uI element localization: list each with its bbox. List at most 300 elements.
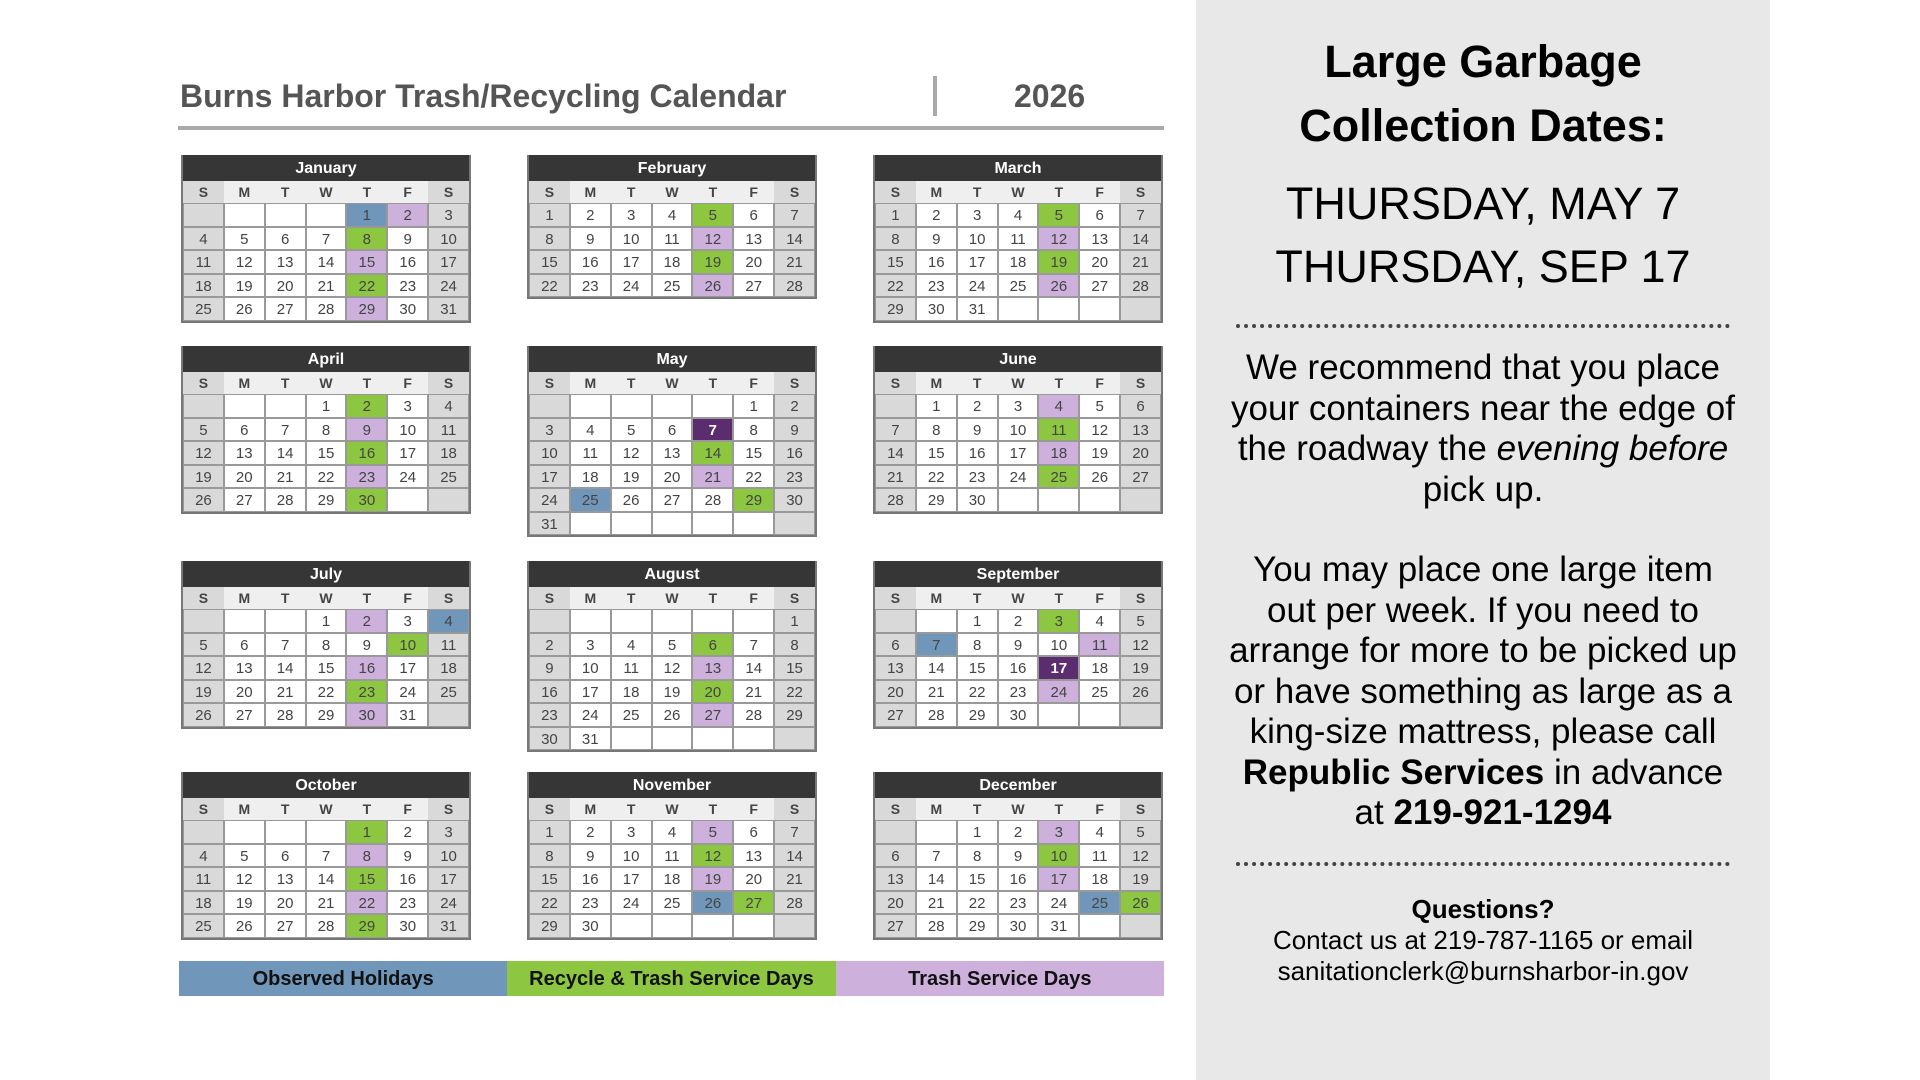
day-cell: 9 — [916, 227, 957, 251]
day-cell: 11 — [652, 227, 693, 251]
recycle-trash-day: 29 — [346, 914, 387, 938]
trash-day: 19 — [692, 867, 733, 891]
weekday-header: T — [692, 181, 733, 203]
day-cell: 7 — [916, 844, 957, 868]
day-cell: 10 — [529, 441, 570, 465]
day-cell: 21 — [265, 680, 306, 704]
empty-day-cell — [306, 820, 347, 844]
weekday-header: T — [1038, 372, 1079, 394]
text: in advance at — [1354, 752, 1724, 832]
trash-day: 24 — [1038, 680, 1079, 704]
day-cell: 16 — [998, 867, 1039, 891]
weekday-header: T — [957, 798, 998, 820]
day-cell: 22 — [916, 465, 957, 489]
day-cell: 14 — [916, 656, 957, 680]
weekday-header: S — [183, 181, 224, 203]
weekday-header: M — [570, 372, 611, 394]
day-cell: 23 — [916, 274, 957, 298]
recycle-trash-day: 10 — [1038, 844, 1079, 868]
day-cell: 26 — [183, 488, 224, 512]
month-december — [873, 772, 1163, 940]
day-cell: 17 — [998, 441, 1039, 465]
day-cell: 27 — [265, 914, 306, 938]
month-name: January — [183, 155, 469, 181]
weekday-header: S — [529, 181, 570, 203]
day-cell: 5 — [652, 633, 693, 657]
month-grid — [875, 587, 1161, 727]
large-garbage-panel — [1196, 0, 1770, 1080]
day-cell: 15 — [957, 867, 998, 891]
weekday-header: F — [1079, 798, 1120, 820]
day-cell: 6 — [265, 227, 306, 251]
day-cell: 10 — [998, 418, 1039, 442]
recycle-trash-day: 20 — [692, 680, 733, 704]
empty-day-cell — [1120, 914, 1161, 938]
month-name: February — [529, 155, 815, 181]
day-cell: 3 — [570, 633, 611, 657]
recycle-trash-day: 12 — [692, 844, 733, 868]
panel-title-line1: Large Garbage — [1324, 36, 1642, 87]
legend-recycle-trash-days: Recycle & Trash Service Days — [507, 961, 835, 996]
day-cell: 4 — [570, 418, 611, 442]
weekday-header: S — [774, 587, 815, 609]
month-name: December — [875, 772, 1161, 798]
empty-day-cell — [529, 394, 570, 418]
day-cell: 30 — [387, 914, 428, 938]
day-cell: 14 — [875, 441, 916, 465]
day-cell: 28 — [774, 891, 815, 915]
trash-day: 18 — [1038, 441, 1079, 465]
month-grid — [875, 798, 1161, 938]
day-cell: 1 — [733, 394, 774, 418]
holiday-day: 25 — [570, 488, 611, 512]
weekday-header: S — [875, 587, 916, 609]
holiday-day: 4 — [428, 609, 469, 633]
empty-day-cell — [875, 820, 916, 844]
day-cell: 6 — [265, 844, 306, 868]
day-cell: 14 — [265, 441, 306, 465]
day-cell: 21 — [1120, 250, 1161, 274]
day-cell: 16 — [570, 867, 611, 891]
weekday-header: S — [529, 798, 570, 820]
recycle-trash-day: 10 — [387, 633, 428, 657]
day-cell: 16 — [957, 441, 998, 465]
weekday-header: T — [611, 181, 652, 203]
day-cell: 7 — [774, 203, 815, 227]
day-cell: 7 — [875, 418, 916, 442]
day-cell: 10 — [387, 418, 428, 442]
day-cell: 8 — [306, 633, 347, 657]
empty-day-cell — [570, 394, 611, 418]
day-cell: 19 — [652, 680, 693, 704]
day-cell: 1 — [774, 609, 815, 633]
month-january — [181, 155, 471, 323]
day-cell: 18 — [1079, 656, 1120, 680]
day-cell: 25 — [1079, 680, 1120, 704]
day-cell: 29 — [957, 914, 998, 938]
month-name: November — [529, 772, 815, 798]
day-cell: 20 — [224, 680, 265, 704]
empty-day-cell — [1079, 297, 1120, 321]
day-cell: 8 — [733, 418, 774, 442]
recycle-trash-day: 19 — [1038, 250, 1079, 274]
weekday-header: T — [957, 181, 998, 203]
month-may — [527, 346, 817, 537]
large-garbage-day: 7 — [692, 418, 733, 442]
day-cell: 25 — [652, 891, 693, 915]
weekday-header: T — [346, 587, 387, 609]
day-cell: 20 — [224, 465, 265, 489]
day-cell: 7 — [306, 227, 347, 251]
trash-day: 13 — [692, 656, 733, 680]
month-name: May — [529, 346, 815, 372]
day-cell: 14 — [733, 656, 774, 680]
weekday-header: W — [652, 798, 693, 820]
day-cell: 17 — [957, 250, 998, 274]
day-cell: 9 — [387, 844, 428, 868]
day-cell: 2 — [957, 394, 998, 418]
weekday-header: T — [692, 372, 733, 394]
weekday-header: W — [998, 181, 1039, 203]
empty-day-cell — [428, 703, 469, 727]
day-cell: 30 — [774, 488, 815, 512]
holiday-day: 26 — [692, 891, 733, 915]
empty-day-cell — [692, 512, 733, 536]
day-cell: 20 — [265, 274, 306, 298]
empty-day-cell — [1120, 703, 1161, 727]
empty-day-cell — [875, 609, 916, 633]
empty-day-cell — [774, 727, 815, 751]
day-cell: 9 — [346, 633, 387, 657]
empty-day-cell — [733, 512, 774, 536]
trash-day: 22 — [346, 891, 387, 915]
day-cell: 21 — [733, 680, 774, 704]
day-cell: 31 — [1038, 914, 1079, 938]
recycle-trash-day: 25 — [1038, 465, 1079, 489]
empty-day-cell — [998, 488, 1039, 512]
day-cell: 26 — [224, 297, 265, 321]
month-grid — [529, 798, 815, 938]
day-cell: 28 — [733, 703, 774, 727]
day-cell: 23 — [774, 465, 815, 489]
day-cell: 5 — [183, 633, 224, 657]
weekday-header: S — [875, 181, 916, 203]
day-cell: 4 — [1079, 820, 1120, 844]
empty-day-cell — [692, 394, 733, 418]
day-cell: 19 — [224, 274, 265, 298]
day-cell: 26 — [183, 703, 224, 727]
day-cell: 3 — [957, 203, 998, 227]
month-name: August — [529, 561, 815, 587]
legend — [179, 961, 1164, 996]
empty-day-cell — [998, 297, 1039, 321]
day-cell: 21 — [265, 465, 306, 489]
contact-email[interactable]: sanitationclerk@burnsharbor-in.gov — [1277, 955, 1689, 986]
day-cell: 4 — [183, 844, 224, 868]
day-cell: 27 — [652, 488, 693, 512]
trash-day: 15 — [346, 250, 387, 274]
day-cell: 12 — [224, 250, 265, 274]
day-cell: 30 — [529, 727, 570, 751]
day-cell: 15 — [306, 441, 347, 465]
empty-day-cell — [265, 394, 306, 418]
day-cell: 11 — [652, 844, 693, 868]
day-cell: 29 — [774, 703, 815, 727]
contact-phone-line: Contact us at 219-787-1165 or email — [1272, 924, 1694, 955]
month-grid — [183, 372, 469, 512]
day-cell: 8 — [529, 844, 570, 868]
weekday-header: S — [1120, 798, 1161, 820]
weekday-header: T — [611, 798, 652, 820]
trash-day: 8 — [346, 844, 387, 868]
panel-title-line2: Collection Dates: — [1299, 100, 1667, 151]
day-cell: 4 — [611, 633, 652, 657]
day-cell: 19 — [183, 680, 224, 704]
day-cell: 5 — [183, 418, 224, 442]
day-cell: 20 — [1120, 441, 1161, 465]
month-august — [527, 561, 817, 752]
empty-day-cell — [692, 914, 733, 938]
day-cell: 15 — [306, 656, 347, 680]
day-cell: 12 — [611, 441, 652, 465]
trash-day: 9 — [346, 418, 387, 442]
day-cell: 25 — [183, 914, 224, 938]
day-cell: 13 — [652, 441, 693, 465]
day-cell: 12 — [1079, 418, 1120, 442]
trash-day: 3 — [1038, 820, 1079, 844]
day-cell: 21 — [306, 891, 347, 915]
weekday-header: T — [265, 181, 306, 203]
recycle-trash-day: 22 — [346, 274, 387, 298]
day-cell: 29 — [916, 488, 957, 512]
panel-title — [1196, 30, 1770, 158]
day-cell: 11 — [183, 250, 224, 274]
month-june — [873, 346, 1163, 514]
day-cell: 30 — [387, 297, 428, 321]
weekday-header: W — [306, 587, 347, 609]
month-grid — [183, 798, 469, 938]
weekday-header: F — [1079, 372, 1120, 394]
day-cell: 17 — [611, 867, 652, 891]
day-cell: 14 — [774, 227, 815, 251]
day-cell: 30 — [998, 914, 1039, 938]
day-cell: 29 — [306, 488, 347, 512]
weekday-header: T — [346, 372, 387, 394]
day-cell: 8 — [774, 633, 815, 657]
day-cell: 22 — [306, 465, 347, 489]
empty-day-cell — [1120, 297, 1161, 321]
day-cell: 26 — [224, 914, 265, 938]
weekday-header: F — [733, 587, 774, 609]
day-cell: 16 — [529, 680, 570, 704]
day-cell: 18 — [183, 274, 224, 298]
empty-day-cell — [183, 394, 224, 418]
weekday-header: S — [529, 587, 570, 609]
day-cell: 21 — [916, 680, 957, 704]
trash-day: 12 — [692, 227, 733, 251]
empty-day-cell — [529, 609, 570, 633]
day-cell: 22 — [529, 274, 570, 298]
day-cell: 12 — [652, 656, 693, 680]
day-cell: 20 — [265, 891, 306, 915]
empty-day-cell — [183, 609, 224, 633]
weekday-header: F — [1079, 587, 1120, 609]
trash-day: 29 — [346, 297, 387, 321]
day-cell: 3 — [428, 203, 469, 227]
day-cell: 15 — [774, 656, 815, 680]
day-cell: 19 — [1120, 656, 1161, 680]
weekday-header: F — [387, 181, 428, 203]
recycle-trash-day: 5 — [692, 203, 733, 227]
day-cell: 18 — [428, 656, 469, 680]
day-cell: 4 — [1079, 609, 1120, 633]
day-cell: 28 — [1120, 274, 1161, 298]
recycle-trash-day: 30 — [346, 488, 387, 512]
empty-day-cell — [265, 609, 306, 633]
recycle-trash-day: 1 — [346, 820, 387, 844]
day-cell: 10 — [570, 656, 611, 680]
day-cell: 13 — [265, 867, 306, 891]
trash-day: 30 — [346, 703, 387, 727]
day-cell: 23 — [387, 274, 428, 298]
text: We recommend that you place your containers near the edge of the roadway the — [1231, 348, 1735, 468]
day-cell: 23 — [998, 891, 1039, 915]
day-cell: 3 — [428, 820, 469, 844]
dotted-divider — [1236, 324, 1730, 328]
day-cell: 17 — [611, 250, 652, 274]
day-cell: 6 — [224, 418, 265, 442]
day-cell: 14 — [916, 867, 957, 891]
day-cell: 27 — [1079, 274, 1120, 298]
day-cell: 3 — [611, 203, 652, 227]
day-cell: 28 — [875, 488, 916, 512]
empty-day-cell — [733, 914, 774, 938]
day-cell: 23 — [529, 703, 570, 727]
day-cell: 13 — [1120, 418, 1161, 442]
day-cell: 6 — [875, 633, 916, 657]
weekday-header: S — [428, 372, 469, 394]
day-cell: 17 — [387, 441, 428, 465]
day-cell: 9 — [774, 418, 815, 442]
day-cell: 31 — [387, 703, 428, 727]
day-cell: 28 — [265, 703, 306, 727]
month-name: September — [875, 561, 1161, 587]
weekday-header: M — [570, 587, 611, 609]
month-september — [873, 561, 1163, 729]
day-cell: 20 — [733, 867, 774, 891]
weekday-header: F — [733, 798, 774, 820]
weekday-header: M — [224, 587, 265, 609]
weekday-header: W — [998, 587, 1039, 609]
day-cell: 24 — [529, 488, 570, 512]
legend-trash-days: Trash Service Days — [836, 961, 1164, 996]
day-cell: 26 — [1079, 465, 1120, 489]
day-cell: 21 — [306, 274, 347, 298]
day-cell: 25 — [428, 680, 469, 704]
day-cell: 1 — [875, 203, 916, 227]
day-cell: 4 — [183, 227, 224, 251]
weekday-header: S — [183, 798, 224, 820]
day-cell: 14 — [306, 250, 347, 274]
trash-day: 5 — [692, 820, 733, 844]
weekday-header: W — [652, 181, 693, 203]
trash-day: 2 — [346, 609, 387, 633]
empty-day-cell — [611, 727, 652, 751]
day-cell: 16 — [998, 656, 1039, 680]
month-march — [873, 155, 1163, 323]
day-cell: 7 — [1120, 203, 1161, 227]
day-cell: 18 — [570, 465, 611, 489]
weekday-header: T — [265, 372, 306, 394]
holiday-day: 25 — [1079, 891, 1120, 915]
day-cell: 6 — [224, 633, 265, 657]
empty-day-cell — [265, 203, 306, 227]
day-cell: 25 — [998, 274, 1039, 298]
weekday-header: S — [183, 587, 224, 609]
day-cell: 28 — [916, 703, 957, 727]
trash-day: 12 — [1038, 227, 1079, 251]
weekday-header: T — [611, 587, 652, 609]
empty-day-cell — [611, 609, 652, 633]
day-cell: 17 — [387, 656, 428, 680]
holiday-day: 1 — [346, 203, 387, 227]
empty-day-cell — [1038, 488, 1079, 512]
weekday-header: M — [916, 587, 957, 609]
empty-day-cell — [733, 727, 774, 751]
empty-day-cell — [611, 394, 652, 418]
weekday-header: T — [1038, 181, 1079, 203]
day-cell: 19 — [183, 465, 224, 489]
day-cell: 9 — [387, 227, 428, 251]
trash-day: 21 — [692, 465, 733, 489]
day-cell: 1 — [916, 394, 957, 418]
day-cell: 24 — [957, 274, 998, 298]
month-grid — [529, 587, 815, 750]
day-cell: 11 — [570, 441, 611, 465]
day-cell: 20 — [652, 465, 693, 489]
day-cell: 27 — [265, 297, 306, 321]
day-cell: 18 — [652, 867, 693, 891]
weekday-header: S — [1120, 181, 1161, 203]
trash-day: 17 — [1038, 867, 1079, 891]
day-cell: 24 — [387, 680, 428, 704]
day-cell: 12 — [183, 656, 224, 680]
day-cell: 2 — [529, 633, 570, 657]
weekday-header: W — [306, 798, 347, 820]
day-cell: 31 — [957, 297, 998, 321]
day-cell: 13 — [1079, 227, 1120, 251]
collection-date-2: THURSDAY, SEP 17 — [1275, 241, 1691, 292]
day-cell: 1 — [957, 609, 998, 633]
day-cell: 7 — [733, 633, 774, 657]
month-name: March — [875, 155, 1161, 181]
day-cell: 18 — [998, 250, 1039, 274]
day-cell: 7 — [774, 820, 815, 844]
recommendation-text — [1226, 348, 1740, 510]
empty-day-cell — [611, 914, 652, 938]
day-cell: 6 — [652, 418, 693, 442]
day-cell: 4 — [428, 394, 469, 418]
weekday-header: M — [916, 181, 957, 203]
day-cell: 18 — [428, 441, 469, 465]
day-cell: 22 — [529, 891, 570, 915]
weekday-header: T — [611, 372, 652, 394]
weekday-header: S — [774, 372, 815, 394]
day-cell: 18 — [183, 891, 224, 915]
day-cell: 2 — [570, 820, 611, 844]
title-underline — [178, 126, 1164, 130]
weekday-header: M — [224, 372, 265, 394]
